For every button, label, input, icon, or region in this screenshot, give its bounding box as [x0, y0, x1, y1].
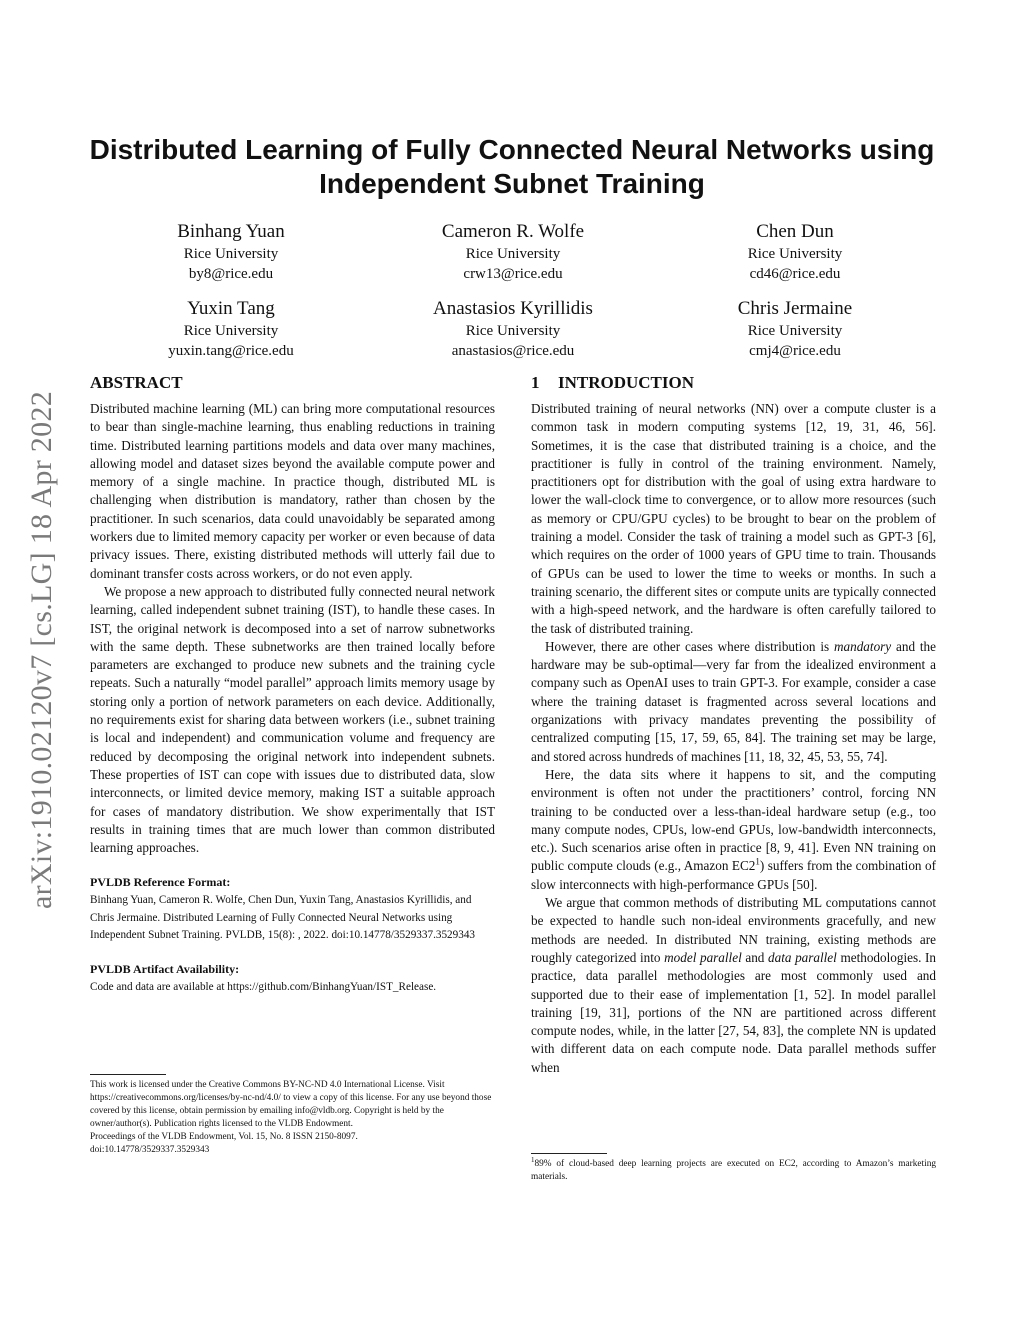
author-email: by8@rice.edu	[188, 266, 274, 282]
footnote-rule	[531, 1153, 607, 1154]
ec2-footnote	[531, 1155, 936, 1184]
license-footnote	[90, 1079, 495, 1157]
author-email: crw13@rice.edu	[463, 266, 563, 282]
abstract-paragraph: We propose a new approach to distributed fully connected neural network learning, called independent subnet training (IST), to handle these cases. In IST, the original network is decomposed into a set of narrow subnetworks with the same depth. These subnetworks are then trained locally before parameters are exchanged to produce new subnets and the training cycle repeats. Such a naturally “model parallel” approach limits memory usage by storing only a portion of network parameters on each device. Additionally, no requirements exist for sharing data between workers (i.e., subnet training is local and independent) and communication volume and frequency are reduced by decomposing the original network into independent subnets. These properties of IST can cope with issues due to distributed data, slow interconnects, or limited device memory, making IST a suitable approach for cases of mandatory distribution. We show experimentally that IST results in training times that are much lower than common distributed learning approaches.	[90, 583, 495, 856]
author-name: Cameron R. Wolfe	[441, 221, 585, 242]
author-affiliation: Rice University	[183, 246, 279, 262]
intro-paragraph: However, there are other cases where distribution is mandatory and the hardware may be sub-optimal—very far from the idealized environment a company such as OpenAI uses to train GPT-3. For example, consider a case where the training dataset is fragmented across several locations and organizations with privacy mandates preventing the possibility of centralized computing [15, 17, 59, 65, 84]. The training set may be large, and stored across hundreds of machines [11, 18, 32, 45, 53, 55, 74].	[531, 638, 936, 764]
title-line-1: Distributed Learning of Fully Connected Neural Networks using	[89, 134, 935, 165]
arxiv-identifier-stamp	[22, 352, 62, 947]
footnote-rule	[90, 1074, 166, 1075]
author-row-2	[90, 297, 936, 361]
abstract-paragraph: Distributed machine learning (ML) can bring more computational resources to bear than single-machine learning, thus enabling reductions in training time. Distributed learning partitions models and data over many machines, allowing model and dataset sizes beyond the available compute power and memory of a single machine. In practice though, distributed ML is challenging when distribution is mandatory, rather than chosen by the practitioner. In such scenarios, data could unavoidably be separated among workers due to limited memory capacity per worker or even because of data privacy issues. There, existing distributed methods will utterly fail due to dominant transfer costs across workers, or do not even apply.	[90, 401, 495, 581]
author-row-1	[90, 220, 936, 284]
ec2-footnote-text: 89% of cloud-based deep learning projects are executed on EC2, according to Amazon’s marketing materials.	[531, 1159, 936, 1182]
license-text: This work is licensed under the Creative Commons BY-NC-ND 4.0 International License. Visit https://creativecommons.org/licenses/by-nc-nd/4.0/ to view a copy of this license. For any use beyond those covered by this license, obtain permission by emailing info@vldb.org. Copyright is held by the owner/author(s). Publication rights licensed to the VLDB Endowment.	[90, 1080, 492, 1129]
footnote-marker: 1	[755, 857, 760, 868]
arxiv-stamp-text: arXiv:1910.02120v7 [cs.LG] 18 Apr 2022	[25, 390, 59, 909]
author-email: cd46@rice.edu	[749, 266, 841, 282]
intro-paragraph: Here, the data sits where it happens to sit, and the computing environment is often not under the practitioners’ control, forcing NN training to be conducted over a less-than-ideal hardware setup (e.g., too many compute nodes, CPUs, low-end GPUs, low-bandwidth interconnects, etc.). Such scenarios arise often in practice [8, 9, 41]. Even NN training on public compute clouds (e.g., Amazon $EC2^1$) suffers from the combination of slow interconnects with high-performance GPUs [50].	[531, 766, 936, 892]
doi-text: doi:10.14778/3529337.3529343	[90, 1145, 210, 1155]
paper-title	[80, 133, 944, 201]
section-title: INTRODUCTION	[558, 373, 695, 392]
author-name: Anastasios Kyrillidis	[433, 298, 593, 319]
author-name: Yuxin Tang	[187, 298, 275, 319]
author-block	[90, 297, 372, 361]
author-name: Chris Jermaine	[737, 298, 853, 319]
introduction-heading	[531, 372, 936, 394]
artifact-availability-text: Code and data are available at https://github.com/BinhangYuan/IST_Release.	[90, 981, 437, 994]
emphasis-text: mandatory	[834, 638, 892, 654]
author-name: Chen Dun	[756, 221, 834, 242]
author-affiliation: Rice University	[747, 323, 843, 339]
author-affiliation: Rice University	[183, 323, 279, 339]
right-column	[531, 372, 936, 1077]
author-affiliation: Rice University	[465, 323, 561, 339]
author-block	[372, 220, 654, 284]
author-affiliation: Rice University	[747, 246, 843, 262]
author-email: anastasios@rice.edu	[451, 343, 575, 359]
intro-paragraph: We argue that common methods of distributing ML computations cannot be expected to handle such non-ideal environments gracefully, and new methods are needed. In distributed NN training, existing methods are roughly categorized into model parallel and data parallel methodologies. In practice, data parallel methodologies are most commonly used and supported due to their ease of implementation [1, 52]. In model parallel training [19, 31], portions of the NN are partitioned across different compute nodes, while, in the latter [27, 54, 83], the complete NN is updated with different data on each compute node. Data parallel methods suffer when	[531, 895, 936, 1075]
abstract-heading: ABSTRACT	[90, 373, 183, 392]
reference-format-heading: PVLDB Reference Format:	[90, 875, 231, 890]
author-block	[654, 220, 936, 284]
title-line-2: Independent Subnet Training	[319, 168, 705, 199]
reference-format-text: Binhang Yuan, Cameron R. Wolfe, Chen Dun, Yuxin Tang, Anastasios Kyrillidis, and Chris Jermaine. Distributed Learning of Fully Connected Neural Networks using Independent Subnet Training. PVLDB, 15(8): , 2022. doi:10.14778/3529337.3529343	[90, 894, 476, 942]
section-number: 1	[531, 373, 540, 392]
author-block	[372, 297, 654, 361]
left-column	[90, 372, 495, 997]
emphasis-text: model parallel	[664, 949, 742, 965]
author-email: yuxin.tang@rice.edu	[168, 343, 294, 359]
emphasis-text: data parallel	[768, 949, 837, 965]
author-email: cmj4@rice.edu	[749, 343, 841, 359]
author-block	[654, 297, 936, 361]
proceedings-text: Proceedings of the VLDB Endowment, Vol. 15, No. 8 ISSN 2150-8097.	[90, 1132, 358, 1142]
intro-paragraph: Distributed training of neural networks (NN) over a compute cluster is a common task in modern computing systems [12, 19, 31, 46, 56]. Sometimes, it is the case that distributed training is a choice, and the practitioner is fully in control of the training environment. Namely, practitioners opt for distribution with the goal of using extra hardware to lower the wall-clock time to convergence, or to allow more resources (such as memory or CPU/GPU cycles) to be brought to bear on the problem of training a model. Consider the task of training a model such as GPT-3 [6], which requires on the order of 1000 years of GPU time to train. Thousands of GPUs can be used to lower the time to weeks or months. In such a training scenario, the different sites or compute units are typically connected with a high-speed network, and the hardware is often carefully tailored to the task of distributed training.	[531, 401, 936, 636]
author-name: Binhang Yuan	[177, 221, 285, 242]
artifact-availability-heading: PVLDB Artifact Availability:	[90, 962, 240, 977]
author-block	[90, 220, 372, 284]
footnote-marker: 1	[531, 1155, 535, 1164]
author-affiliation: Rice University	[465, 246, 561, 262]
